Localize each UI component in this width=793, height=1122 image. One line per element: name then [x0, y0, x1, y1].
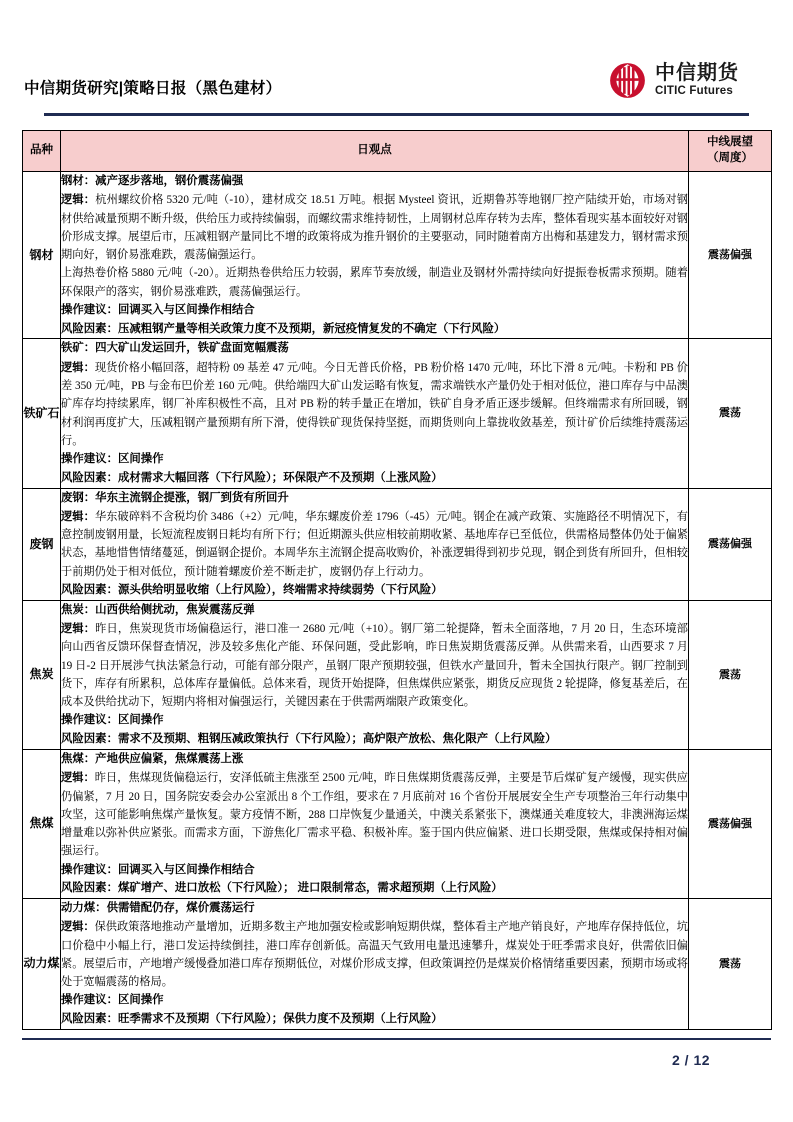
view-logic-paragraph — [61, 769, 688, 860]
commodity-kind-cell — [23, 600, 61, 749]
view-title: 焦煤：产地供应偏紧，焦煤震荡上涨 — [61, 752, 244, 765]
header-divider — [44, 113, 749, 116]
commodity-kind-cell — [23, 488, 61, 600]
risk-factors: 风险因素：需求不及预期、粗钢压减政策执行（下行风险）；高炉限产放松、焦化限产（上行风险） — [61, 733, 557, 746]
commodity-kind-cell — [23, 898, 61, 1029]
risk-factors: 风险因素：源头供给明显收缩（上行风险），终端需求持续弱势（下行风险） — [61, 583, 443, 596]
daily-view-cell — [61, 339, 689, 488]
table-row — [23, 172, 772, 339]
brand-text — [655, 63, 739, 98]
midterm-outlook-cell: 震荡 — [689, 339, 772, 488]
daily-view-table-wrap — [22, 130, 771, 1030]
table-header-row — [23, 131, 772, 172]
brand-name-en: CITIC Futures — [655, 85, 733, 98]
commodity-kind-label: 焦煤 — [29, 816, 54, 831]
table-row — [23, 488, 772, 600]
column-header-view: 日观点 — [61, 131, 689, 172]
daily-view-cell — [61, 172, 689, 339]
logic-text: 杭州螺纹价格 5320 元/吨（-10），建材成交 18.51 万吨。根据 Mysteel 资讯，近期鲁苏等地钢厂控产陆续开始，市场对钢材供给减量预期不断升级，供给压力或持续偏弱，而螺纹需求维持韧性，上周钢材总库存转为去库，整体看现实基本面较好对钢价形成支撑。展望后市，压减粗钢产量同比不增的政策将成为推升钢价的主要驱动，同时随着南方出梅和基建发力，钢材需求预期向好，钢价易涨难跌，震荡偏强运行。 — [61, 194, 688, 262]
logic-text: 华东破碎料不含税均价 3486（+2）元/吨，华东螺废价差 1796（-45）元/吨。钢企在减产政策、实施路径不明情况下，有意控制废钢用量，长短流程废钢日耗均有所下行；但近期源头供应相较前期收紧、基地库存已至低位，供需格局整体仍处于偏紧状态，基地惜售情绪蔓延，倒逼钢企提价。本周华东主流钢企提高收购价，补涨逻辑得到初步兑现，钢企到货有所回升，但相较于前期仍处于相对低位，预计随着螺废价差不断走扩，废钢仍存上行动力。 — [61, 510, 688, 578]
operation-advice: 操作建议：回调买入与区间操作相结合 — [61, 863, 255, 876]
logic-label: 逻辑： — [61, 772, 95, 785]
view-title: 废钢：华东主流钢企提涨，钢厂到货有所回升 — [61, 491, 289, 504]
table-row — [23, 898, 772, 1029]
operation-advice: 操作建议：区间操作 — [61, 453, 164, 466]
midterm-outlook-cell: 震荡偏强 — [689, 488, 772, 600]
commodity-kind-cell — [23, 172, 61, 339]
view-title: 铁矿：四大矿山发运回升，铁矿盘面宽幅震荡 — [61, 342, 289, 355]
view-title: 钢材：减产逐步落地，钢价震荡偏强 — [61, 175, 244, 187]
operation-advice: 操作建议：区间操作 — [61, 994, 164, 1007]
page-number: 2 / 12 — [671, 1052, 711, 1068]
daily-view-cell — [61, 898, 689, 1029]
view-logic-paragraph — [61, 620, 688, 711]
daily-view-cell — [61, 749, 689, 898]
view-logic-paragraph-2: 上海热卷价格 5880 元/吨（-20）。近期热卷供给压力较弱，累库节奏放缓，制造业及钢材外需持续向好提振卷板需求预期。随着环保限产的落实，钢价易涨难跌，震荡偏强运行。 — [61, 267, 688, 298]
view-logic-paragraph — [61, 918, 688, 991]
logic-text: 昨日，焦炭现货市场偏稳运行，港口准一 2680 元/吨（+10）。钢厂第二轮提降，暂未全面落地，7 月 20 日，生态环境部向山西省反馈环保督查情况，涉及较多焦化产能、环保问题，受此影响，昨日焦炭期货震荡反弹。从供需来看，山西要求 7 月 19 日-2 日开展涉气执法紧急行动，可能有部分限产，虽钢厂限产预期较强，但铁水产量回升，暂未全国执行限产。钢厂控制到货下，库存有所累积，总体库存量偏低。总体来看，现货开始提降，但焦煤供应紧张，期货反应现货 2 轮提降，修复基差后，在成本及供给扰动下，短期内将相对偏强运行，关键因素在于供需两端限产政策变化。 — [61, 623, 688, 709]
operation-advice: 操作建议：区间操作 — [61, 714, 164, 727]
risk-factors: 风险因素：煤矿增产、进口放松（下行风险）； 进口限制常态，需求超预期（上行风险） — [61, 882, 503, 895]
column-header-outlook-line1: 中线展望 — [707, 136, 753, 149]
logic-text: 现货价格小幅回落，超特粉 09 基差 47 元/吨。今日无普氏价格，PB 粉价格 1470 元/吨，环比下滑 8 元/吨。卡粉和 PB 价差 350 元/吨，PB 与金布巴价差 160 元/吨。供给端四大矿山发运略有恢复，需求端铁水产量仍处于相对低位，港口库存与中品澳矿库存均持续累库，钢厂补库积极性不高，且对 PB 粉的转手量正在增加，铁矿自身矛盾正逐步缓解。但终端需求有所回暖，钢材利润再度扩大，压减粗钢产量预期有所下滑，使得铁矿现货保持坚挺，而期货则向上靠拢收敛基差，预计矿价后续维持震荡运行。 — [61, 361, 688, 447]
daily-view-cell — [61, 600, 689, 749]
footer-divider — [22, 1038, 771, 1040]
logic-label: 逻辑： — [61, 623, 96, 636]
commodity-kind-label: 铁矿石 — [23, 405, 60, 420]
column-header-outlook — [689, 131, 772, 172]
table-row — [23, 600, 772, 749]
logic-label: 逻辑： — [61, 921, 95, 934]
view-logic-paragraph — [61, 508, 688, 581]
page-header — [22, 0, 771, 116]
view-logic-paragraph — [61, 191, 688, 264]
commodity-kind-cell — [23, 339, 61, 488]
logic-label: 逻辑： — [61, 510, 95, 523]
view-title: 焦炭：山西供给侧扰动，焦炭震荡反弹 — [61, 603, 255, 616]
brand-logo — [609, 62, 739, 99]
brand-name-cn: 中信期货 — [655, 62, 739, 85]
logic-text: 昨日，焦煤现货偏稳运行，安泽低硫主焦涨至 2500 元/吨，昨日焦煤期货震荡反弹，主要是节后煤矿复产缓慢，现实供应仍偏紧，7 月 20 日，国务院安委会办公室派出 8 个工作组，要求在 7 月底前对 16 个省份开展展安全生产专项整治三年行动集中攻坚，这可能影响焦煤产量恢复。蒙方疫情不断，288 口岸恢复少量通关，中澳关系紧张下，澳煤通关难度较大，非澳洲海运煤增量难以弥补供应紧张。而需求方面，下游焦化厂需求平稳、积极补库。鉴于国内供应偏紧、进口长期受限，焦煤或保持相对偏强运行。 — [61, 772, 688, 858]
commodity-kind-label: 废钢 — [29, 536, 54, 551]
daily-view-table — [22, 130, 772, 1030]
view-title: 动力煤：供需错配仍存，煤价震荡运行 — [61, 901, 255, 914]
table-row — [23, 339, 772, 488]
logic-text: 保供政策落地推动产量增加，近期多数主产地加强安检或影响短期供煤，整体看主产地产销良好，产地库存保持低位，坑口价稳中小幅上行，港口发运持续倒挂，港口库存创新低。高温天气致用电量迅速攀升，煤炭处于旺季需求良好，供需依旧偏紧。展望后市，产地增产缓慢叠加港口库存预期低位，对煤价形成支撑，但政策调控仍是煤炭价格情绪重要因素，预期市场或将处于宽幅震荡的格局。 — [61, 921, 688, 989]
logic-label: 逻辑： — [61, 194, 96, 207]
midterm-outlook-cell: 震荡偏强 — [689, 749, 772, 898]
column-header-kind: 品种 — [23, 131, 61, 172]
table-row — [23, 749, 772, 898]
table-body — [23, 172, 772, 1030]
commodity-kind-label: 动力煤 — [23, 956, 60, 971]
risk-factors: 风险因素：旺季需求不及预期（下行风险）；保供力度不及预期（上行风险） — [61, 1013, 443, 1026]
view-logic-paragraph — [61, 359, 688, 450]
column-header-outlook-line2: （周度） — [707, 152, 753, 164]
operation-advice: 操作建议：回调买入与区间操作相结合 — [61, 303, 255, 316]
commodity-kind-cell — [23, 749, 61, 898]
page-title: 中信期货研究|策略日报（黑色建材） — [24, 80, 282, 97]
risk-factors: 风险因素：压减粗钢产量等相关政策力度不及预期，新冠疫情复发的不确定（下行风险） — [61, 322, 506, 335]
citic-logo-icon — [609, 62, 646, 99]
logic-label: 逻辑： — [61, 361, 95, 374]
commodity-kind-label: 焦炭 — [29, 667, 54, 682]
midterm-outlook-cell: 震荡 — [689, 898, 772, 1029]
daily-view-cell — [61, 488, 689, 600]
commodity-kind-label: 钢材 — [29, 247, 54, 262]
risk-factors: 风险因素：成材需求大幅回落（下行风险）；环保限产不及预期（上涨风险） — [61, 471, 443, 484]
midterm-outlook-cell: 震荡 — [689, 600, 772, 749]
midterm-outlook-cell: 震荡偏强 — [689, 172, 772, 339]
